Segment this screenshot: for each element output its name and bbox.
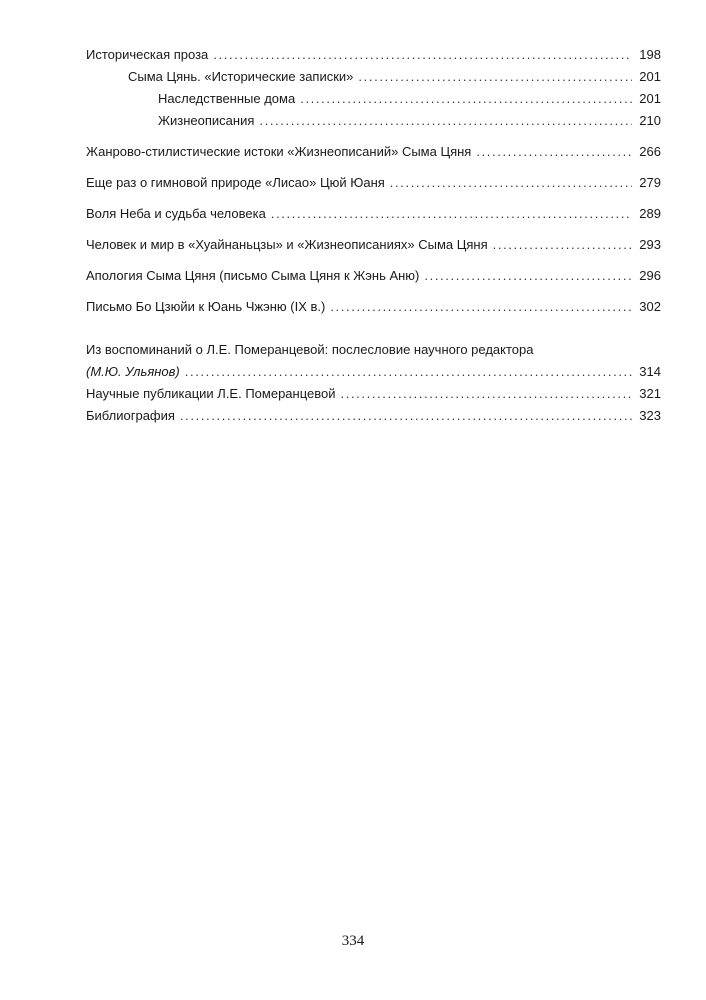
toc-entry-page: 293: [639, 237, 661, 252]
dot-leader: [493, 234, 632, 256]
toc-entry-page: 302: [639, 299, 661, 314]
dot-leader: [330, 296, 632, 318]
toc-entry: [86, 296, 661, 318]
toc-entry: [86, 88, 661, 110]
dot-leader: [185, 361, 632, 383]
toc-entry: [86, 44, 661, 66]
toc-entry: [86, 203, 661, 225]
toc-entry-page: 266: [639, 144, 661, 159]
toc-entry-title: Письмо Бо Цзюйи к Юань Чжэню (IX в.): [86, 299, 326, 314]
toc-entry: [86, 339, 661, 383]
toc-entry: [86, 234, 661, 256]
toc-entry-title: Жанрово-стилистические истоки «Жизнеописаний» Сыма Цяня: [86, 144, 472, 159]
toc-entry-page: 201: [639, 91, 661, 106]
toc-entry-title: Человек и мир в «Хуайнаньцзы» и «Жизнеописаниях» Сыма Цяня: [86, 237, 488, 252]
dot-leader: [259, 110, 632, 132]
toc-entry-title: Сыма Цянь. «Исторические записки»: [128, 69, 354, 84]
toc-entry-title: Еще раз о гимновой природе «Лисао» Цюй Юаня: [86, 175, 385, 190]
toc-entry-page: 198: [639, 47, 661, 62]
toc-entry-page: 210: [639, 113, 661, 128]
toc-entry-page: 323: [639, 408, 661, 423]
toc-entry-page: 296: [639, 268, 661, 283]
page-number: 334: [341, 933, 365, 949]
dot-leader: [341, 383, 633, 405]
toc-entry-title: Историческая проза: [86, 47, 209, 62]
toc-entry-page: 289: [639, 206, 661, 221]
toc-entry: [86, 110, 661, 132]
dot-leader: [213, 44, 632, 66]
toc-entry: [86, 172, 661, 194]
toc-entry-title: Апология Сыма Цяня (письмо Сыма Цяня к Жэнь Аню): [86, 268, 420, 283]
toc-entry-title-line1: Из воспоминаний о Л.Е. Померанцевой: послесловие научного редактора: [86, 342, 534, 357]
toc-entry-page: 279: [639, 175, 661, 190]
dot-leader: [300, 88, 632, 110]
toc-entry-title: Наследственные дома: [158, 91, 296, 106]
toc-entry-title-line2: (М.Ю. Ульянов): [86, 364, 180, 379]
toc-entry-title: Библиография: [86, 408, 175, 423]
dot-leader: [476, 141, 632, 163]
toc-entry-title: Воля Неба и судьба человека: [86, 206, 266, 221]
toc-entry: [86, 265, 661, 287]
toc-entry-page: 201: [639, 69, 661, 84]
dot-leader: [424, 265, 632, 287]
toc-entry-title: Научные публикации Л.Е. Померанцевой: [86, 386, 336, 401]
toc-entry-title: Жизнеописания: [158, 113, 255, 128]
toc-entry: [86, 141, 661, 163]
table-of-contents: [86, 44, 661, 427]
toc-entry: [86, 405, 661, 427]
toc-entry-page: 314: [639, 364, 661, 379]
toc-entry: [86, 383, 661, 405]
dot-leader: [390, 172, 632, 194]
toc-entry: [86, 66, 661, 88]
dot-leader: [358, 66, 632, 88]
dot-leader: [271, 203, 632, 225]
toc-entry-page: 321: [639, 386, 661, 401]
dot-leader: [180, 405, 632, 427]
